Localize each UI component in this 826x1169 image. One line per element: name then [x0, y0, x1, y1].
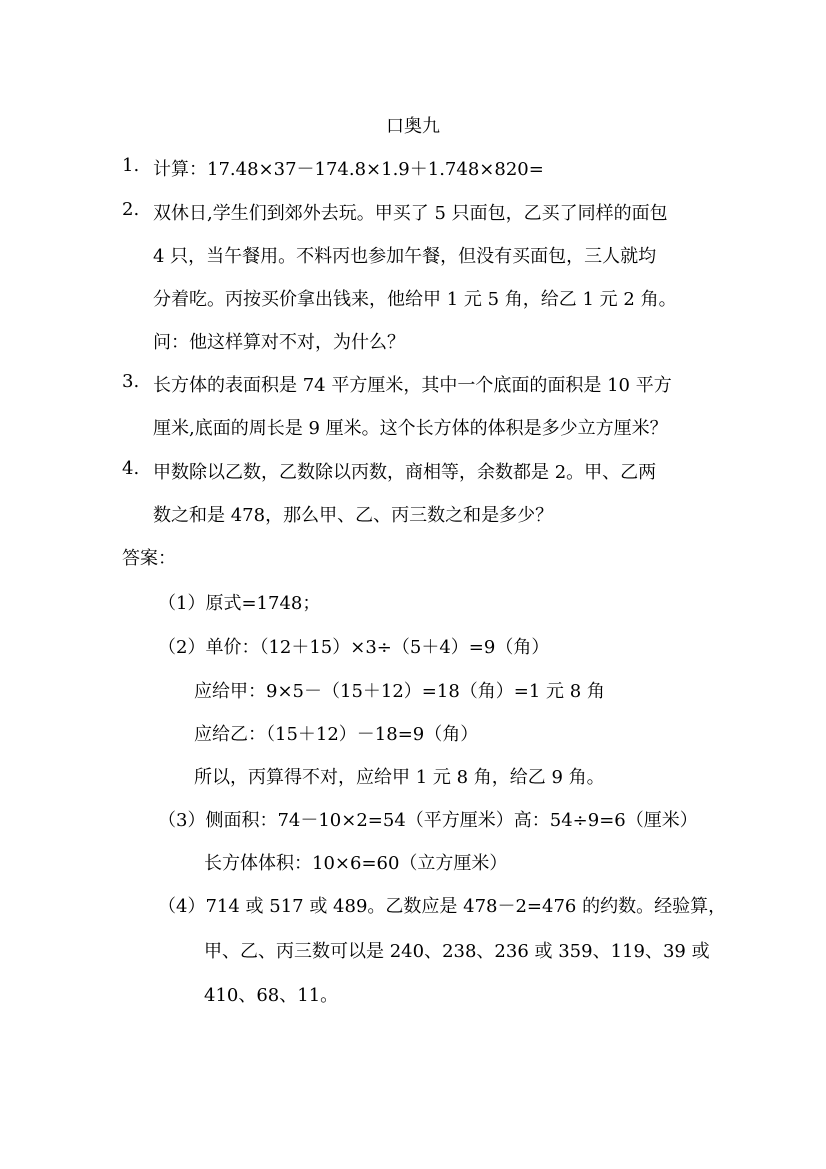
question-number: 3. [122, 371, 140, 392]
question-text-line: 数之和是 478，那么甲、乙、丙三数之和是多少？ [153, 505, 554, 526]
answer-line: （1）原式=1748； [158, 593, 321, 614]
question-number: 2. [122, 199, 140, 220]
question-text-line: 双休日,学生们到郊外去玩。甲买了 5 只面包，乙买了同样的面包 [153, 203, 668, 224]
question-text-line: 分着吃。丙按买价拿出钱来，他给甲 1 元 5 角，给乙 1 元 2 角。 [153, 289, 677, 310]
answer-line: 所以，丙算得不对，应给甲 1 元 8 角，给乙 9 角。 [194, 767, 605, 788]
answer-line: 应给乙：（15＋12）－18=9（角） [194, 724, 479, 745]
question-text-line: 长方体的表面积是 74 平方厘米，其中一个底面的面积是 10 平方 [153, 375, 672, 396]
question-text-line: 甲数除以乙数，乙数除以丙数，商相等，余数都是 2。甲、乙两 [153, 462, 657, 483]
question-number: 4. [122, 458, 140, 479]
question-text-line: 问：他这样算对不对，为什么？ [153, 332, 405, 353]
question-text-line: 厘米,底面的周长是 9 厘米。这个长方体的体积是多少立方厘米？ [153, 418, 668, 439]
answer-line: 410、68、11。 [204, 985, 339, 1006]
answer-line: （3）侧面积：74－10×2=54（平方厘米）高：54÷9=6（厘米） [158, 810, 698, 831]
question-text-line: 计算：17.48×37－174.8×1.9＋1.748×820= [153, 159, 544, 180]
answer-line: （4）714 或 517 或 489。乙数应是 478－2=476 的约数。经验算， [158, 896, 727, 917]
answer-line: 应给甲：9×5－（15＋12）=18（角）=1 元 8 角 [194, 681, 605, 702]
answer-line: 长方体体积：10×6=60（立方厘米） [204, 853, 508, 874]
question-number: 1. [122, 155, 140, 176]
answers-heading: 答案： [122, 548, 176, 569]
page-title: 口奥九 [386, 116, 440, 137]
answer-line: 甲、乙、丙三数可以是 240、238、236 或 359、119、39 或 [204, 941, 710, 962]
answer-line: （2）单价：（12＋15）×3÷（5＋4）=9（角） [158, 637, 550, 658]
question-text-line: 4 只，当午餐用。不料丙也参加午餐，但没有买面包，三人就均 [153, 246, 657, 267]
